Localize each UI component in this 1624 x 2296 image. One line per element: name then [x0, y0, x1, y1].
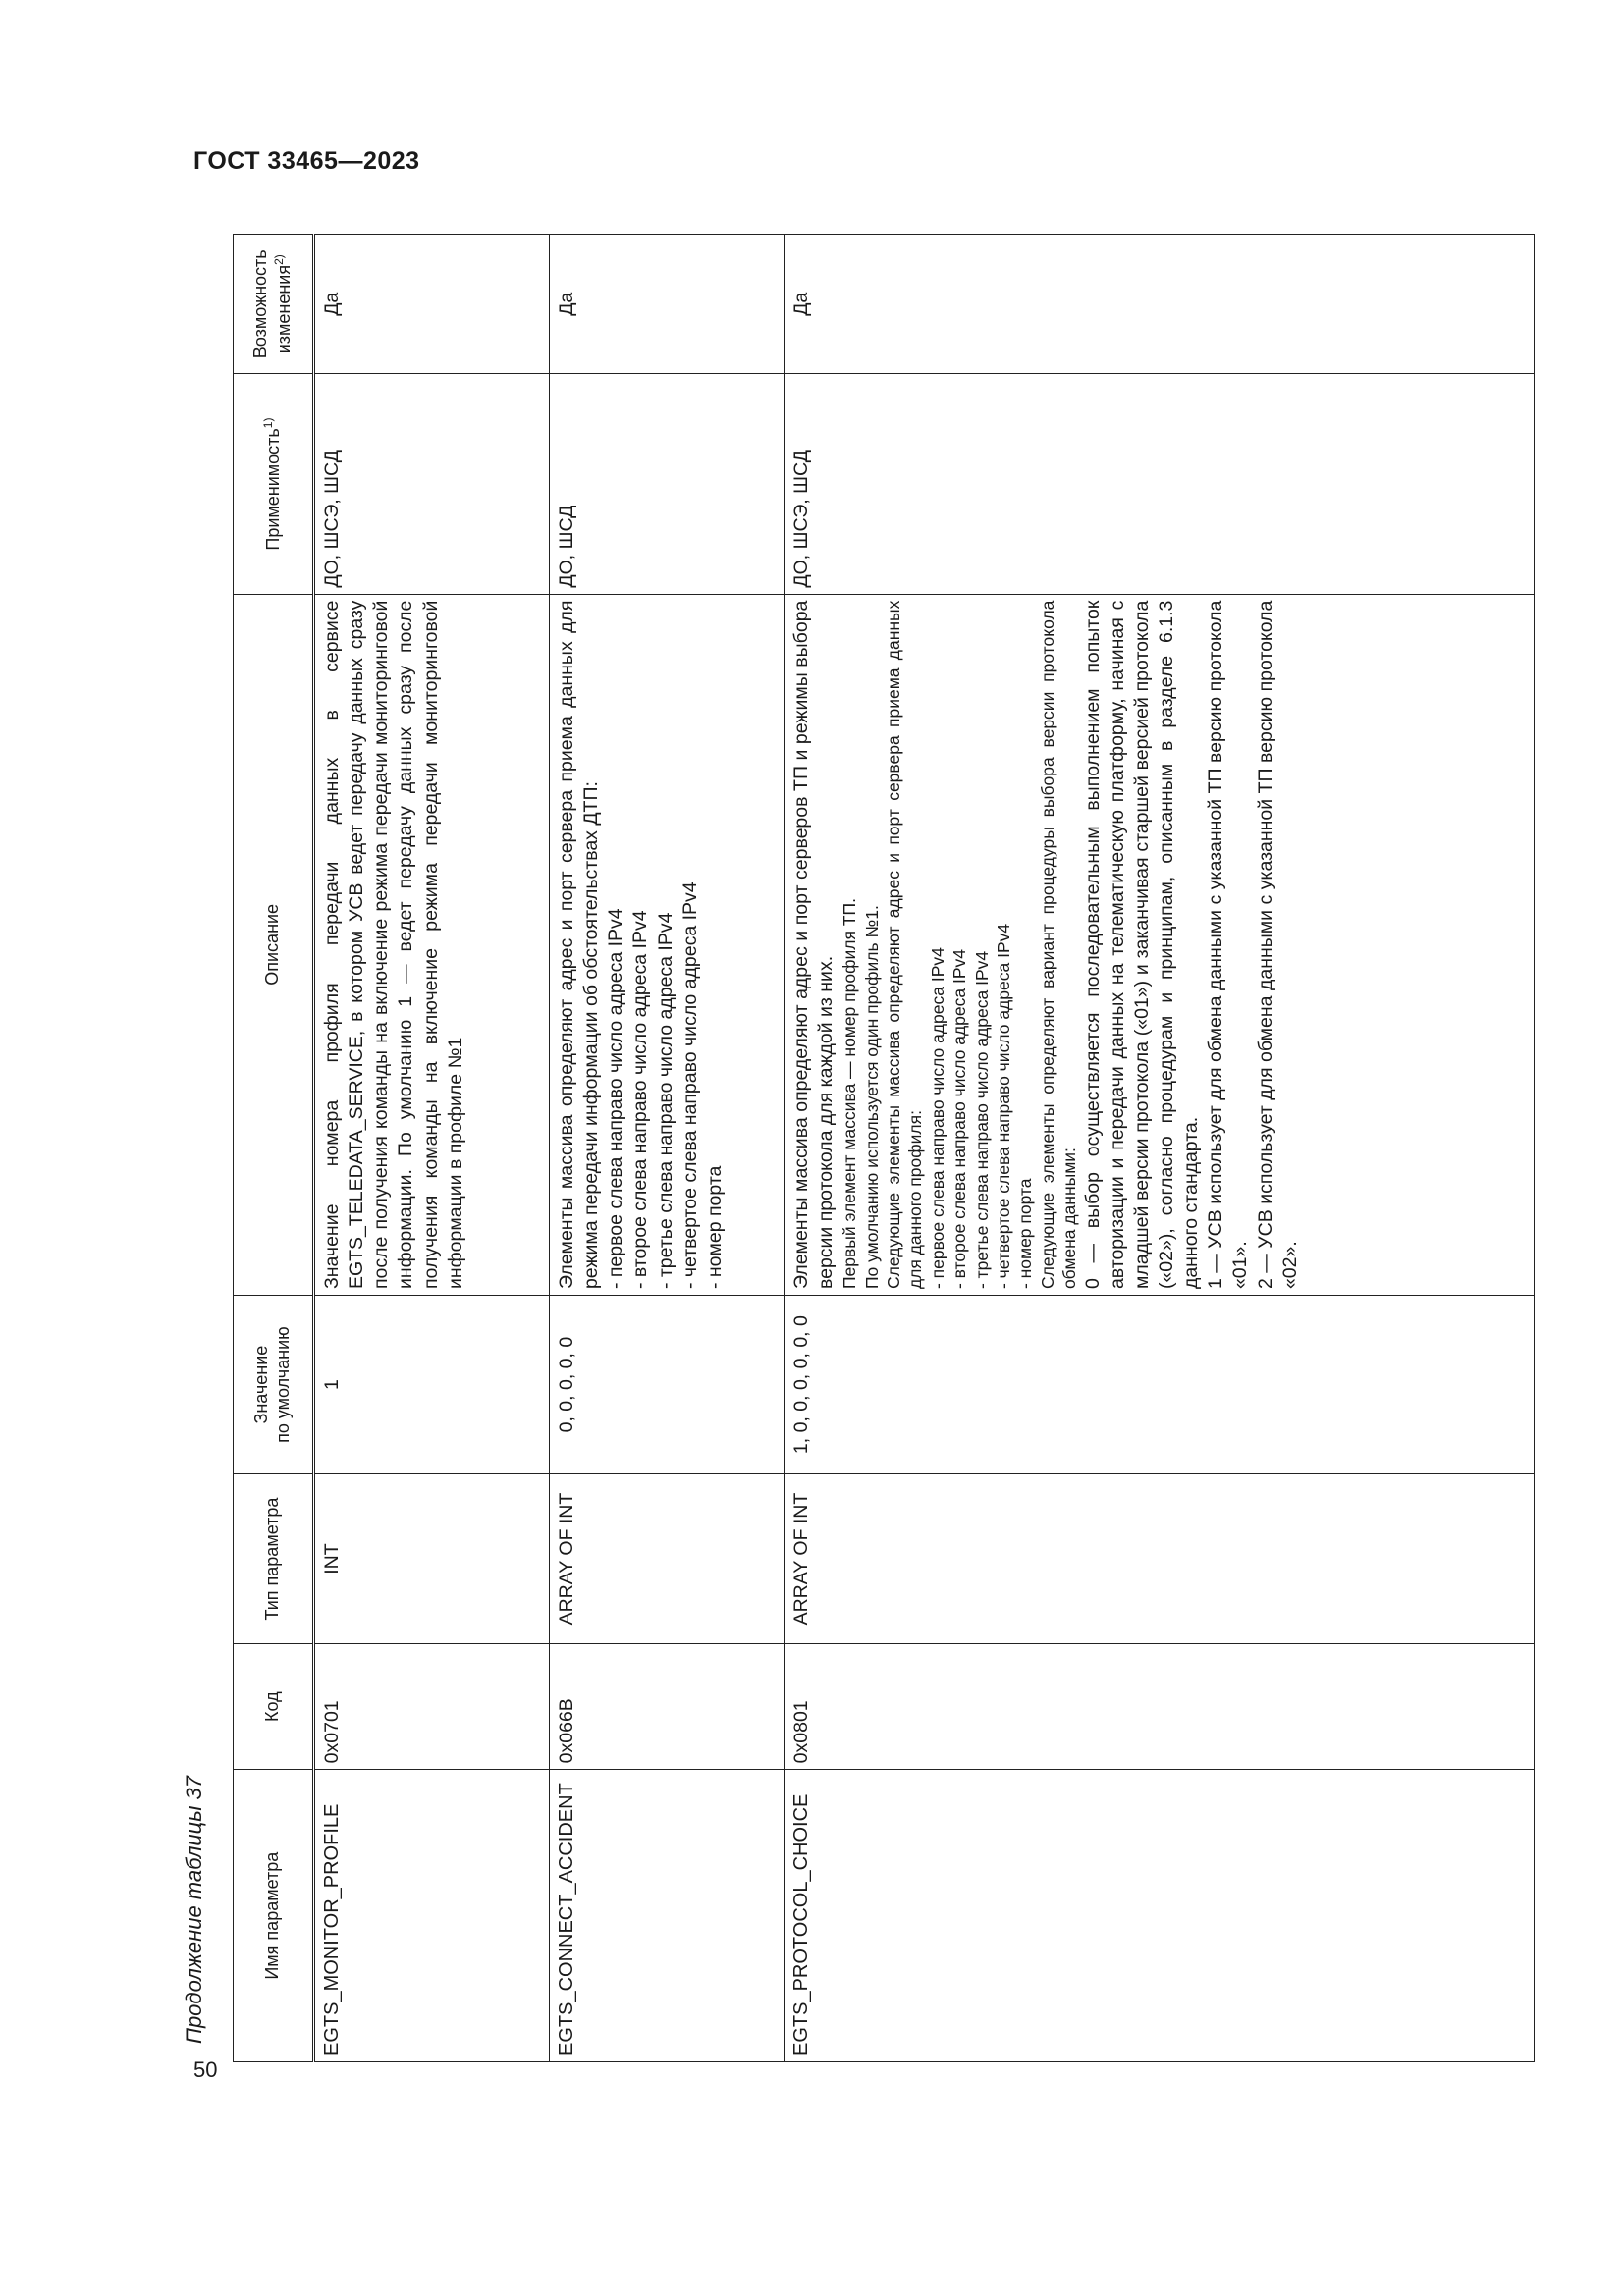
description-line: По умолчанию используется один профиль №1.: [861, 905, 882, 1290]
header-changeable: [234, 235, 314, 374]
description-line: - номер порта: [1015, 1178, 1036, 1290]
description-line: - второе слева направо число адреса IPv4: [629, 910, 652, 1290]
header-type: Тип параметра: [234, 1474, 314, 1644]
document-code: ГОСТ 33465—2023: [193, 147, 420, 175]
param-changeable: Да: [550, 235, 785, 374]
description-line: - третье слева направо число адреса IPv4: [654, 912, 677, 1290]
header-name: Имя параметра: [234, 1770, 314, 2062]
header-applicability-label: Применимость: [263, 428, 284, 551]
footnote-ref-1: 1): [261, 417, 276, 429]
header-applicability: [234, 374, 314, 594]
table-row: [785, 235, 1535, 2062]
page-number: 50: [193, 2057, 218, 2082]
param-default: 1, 0, 0, 0, 0, 0, 0: [785, 1296, 1535, 1474]
table-row: [314, 235, 550, 2062]
description-option: 2 — УСВ использует для обмена данными с указанной ТП версию протокола «02».: [1254, 600, 1301, 1290]
table-row: [550, 235, 785, 2062]
param-name: EGTS_MONITOR_PROFILE: [314, 1770, 550, 2062]
description-text: Элементы массива определяют адрес и порт сервера приема данных для режима передачи информации об обстоятельствах ДТП:: [556, 600, 603, 1290]
param-code: 0x066B: [550, 1643, 785, 1769]
param-default: 1: [314, 1296, 550, 1474]
table-caption: Продолжение таблицы 37: [182, 1776, 206, 2044]
description-intro: Элементы массива определяют адрес и порт серверов ТП и режимы выбора версии протокола для каждой из них.: [790, 600, 838, 1290]
header-description: Описание: [234, 594, 314, 1295]
header-code: Код: [234, 1643, 314, 1769]
param-type: ARRAY OF INT: [550, 1474, 785, 1644]
param-changeable: Да: [785, 235, 1535, 374]
description-option: 0 — выбор осуществляется последовательным выполнением попыток авторизации и передачи данных на телематическую платформу, начиная с младшей версии протокола («01») и заканчивая старшей версией протокола («02»), согласно процедурам и принципам, описанным в разделе 6.1.3 данного стандарта.: [1081, 600, 1203, 1290]
param-name: EGTS_CONNECT_ACCIDENT: [550, 1770, 785, 2062]
param-applicability: ДО, ШСД: [550, 374, 785, 594]
description-line: - четвертое слева направо число адреса IPv4: [678, 881, 701, 1290]
param-type: ARRAY OF INT: [785, 1474, 1535, 1644]
header-default-line1: Значение: [251, 1345, 272, 1424]
header-default-line2: по умолчанию: [273, 1326, 293, 1443]
param-applicability: ДО, ШСЭ, ШСД: [314, 374, 550, 594]
param-description: [785, 594, 1535, 1295]
parameters-table: [233, 234, 1535, 2062]
table-header-row: [234, 235, 314, 2062]
description-line: - третье слева направо число адреса IPv4: [971, 950, 992, 1290]
description-line: Первый элемент массива — номер профиля ТП.: [839, 898, 860, 1290]
description-line: - второе слева направо число адреса IPv4: [949, 948, 970, 1290]
param-changeable: Да: [314, 235, 550, 374]
description-line: - первое слева направо число адреса IPv4: [605, 908, 627, 1290]
param-description: [314, 594, 550, 1295]
param-code: 0x0701: [314, 1643, 550, 1769]
header-default: [234, 1296, 314, 1474]
param-applicability: ДО, ШСЭ, ШСД: [785, 374, 1535, 594]
param-default: 0, 0, 0, 0, 0: [550, 1296, 785, 1474]
description-line: - номер порта: [703, 1165, 726, 1290]
description-line: - первое слева направо число адреса IPv4: [927, 947, 947, 1290]
header-changeable-line1: Возможность: [250, 249, 271, 359]
description-line: Следующие элементы массива определяют адрес и порт сервера приема данных для данного профиля:: [884, 600, 926, 1290]
param-code: 0x0801: [785, 1643, 1535, 1769]
param-description: [550, 594, 785, 1295]
header-changeable-line2: изменения: [274, 264, 294, 354]
description-text: Значение номера профиля передачи данных в сервисе EGTS_TELEDATA_SERVICE, в котором УСВ ведет передачу данных сразу после получения команды на включение режима передачи мониторинговой информации. По умолчанию 1 — ведет передачу данных сразу после получения команды на включение режима передачи мониторинговой информации в профиле №1: [321, 600, 466, 1290]
description-line: Следующие элементы определяют вариант процедуры выбора версии протокола обмена данными:: [1037, 600, 1080, 1290]
description-line: - четвертое слева направо число адреса IPv4: [994, 923, 1014, 1290]
param-type: INT: [314, 1474, 550, 1644]
param-name: EGTS_PROTOCOL_CHOICE: [785, 1770, 1535, 2062]
description-option: 1 — УСВ использует для обмена данными с указанной ТП версию протокола «01».: [1205, 600, 1252, 1290]
footnote-ref-2: 2): [272, 254, 286, 265]
rotated-table-wrapper: [233, 234, 1511, 2062]
